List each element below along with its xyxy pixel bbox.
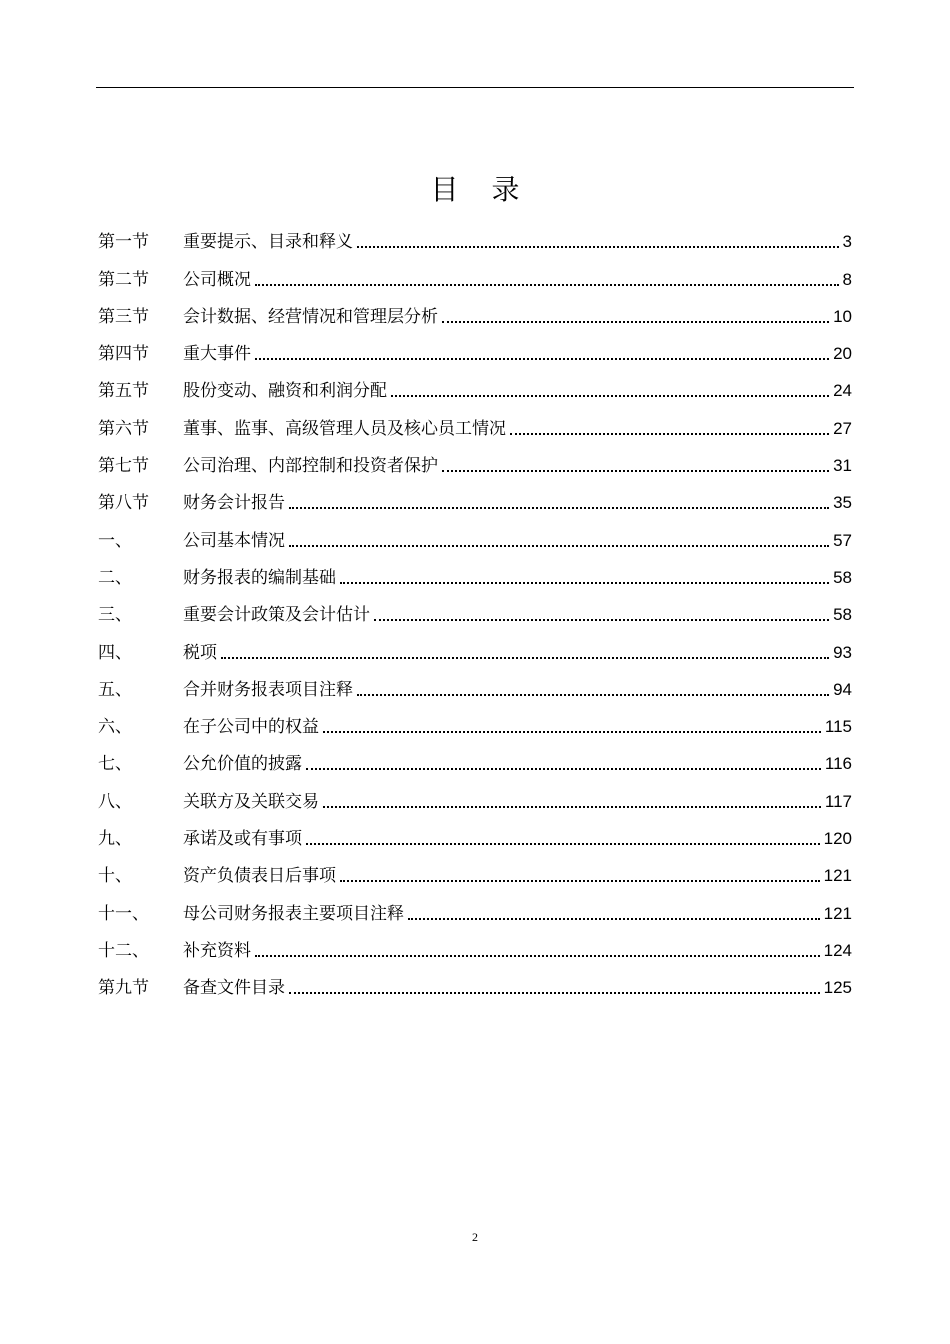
toc-dot-leader bbox=[289, 992, 820, 994]
toc-page-number: 8 bbox=[842, 269, 852, 289]
toc-page-number: 24 bbox=[833, 381, 852, 401]
toc-entry[interactable] bbox=[98, 589, 852, 626]
toc-page-number: 35 bbox=[833, 493, 852, 513]
toc-dot-leader bbox=[357, 246, 839, 248]
toc-page-number: 125 bbox=[823, 978, 852, 998]
header-rule bbox=[96, 87, 854, 88]
toc-section-label: 第二节 bbox=[98, 269, 149, 290]
toc-entry-title: 公司基本情况 bbox=[183, 530, 285, 551]
toc-dot-leader bbox=[510, 433, 829, 435]
toc-page-number: 124 bbox=[823, 940, 852, 960]
toc-entry[interactable] bbox=[98, 477, 852, 514]
toc-entry-title: 股份变动、融资和利润分配 bbox=[183, 381, 387, 402]
toc-entry-title: 合并财务报表项目注释 bbox=[183, 679, 353, 700]
toc-section-label: 第八节 bbox=[98, 493, 149, 514]
toc-entry-title: 公允价值的披露 bbox=[183, 754, 302, 775]
toc-entry[interactable] bbox=[98, 775, 852, 812]
toc-entry[interactable] bbox=[98, 216, 852, 253]
toc-dot-leader bbox=[374, 619, 829, 621]
toc-dot-leader bbox=[442, 321, 829, 323]
toc-page-number: 31 bbox=[833, 456, 852, 476]
toc-section-label: 五、 bbox=[98, 679, 132, 700]
toc-entry[interactable] bbox=[98, 850, 852, 887]
toc-section-label: 第七节 bbox=[98, 456, 149, 477]
toc-entry-title: 关联方及关联交易 bbox=[183, 791, 319, 812]
toc-dot-leader bbox=[306, 843, 820, 845]
toc-section-label: 十一、 bbox=[98, 903, 149, 924]
toc-section-label: 十、 bbox=[98, 866, 132, 887]
toc-dot-leader bbox=[357, 694, 829, 696]
toc-entry[interactable] bbox=[98, 664, 852, 701]
toc-dot-leader bbox=[306, 768, 821, 770]
toc-page-number: 27 bbox=[833, 418, 852, 438]
toc-page-number: 57 bbox=[833, 530, 852, 550]
toc-page-number: 3 bbox=[842, 232, 852, 252]
toc-page-number: 58 bbox=[833, 567, 852, 587]
toc-section-label: 第六节 bbox=[98, 418, 149, 439]
toc-page-number: 115 bbox=[824, 717, 852, 737]
toc-entry-title: 税项 bbox=[183, 642, 217, 663]
toc-section-label: 第四节 bbox=[98, 344, 149, 365]
toc-entry[interactable] bbox=[98, 291, 852, 328]
toc-entry-title: 重要会计政策及会计估计 bbox=[183, 605, 370, 626]
toc-section-label: 三、 bbox=[98, 605, 132, 626]
toc-entry[interactable] bbox=[98, 253, 852, 290]
toc-entry[interactable] bbox=[98, 626, 852, 663]
toc-section-label: 第一节 bbox=[98, 232, 149, 253]
toc-section-label: 九、 bbox=[98, 829, 132, 850]
toc-page-number: 121 bbox=[823, 903, 852, 923]
toc-entry-title: 财务会计报告 bbox=[183, 493, 285, 514]
toc-entry[interactable] bbox=[98, 440, 852, 477]
toc-list bbox=[98, 216, 852, 999]
toc-entry-title: 财务报表的编制基础 bbox=[183, 567, 336, 588]
toc-entry[interactable] bbox=[98, 328, 852, 365]
toc-entry-title: 会计数据、经营情况和管理层分析 bbox=[183, 306, 438, 327]
toc-entry[interactable] bbox=[98, 514, 852, 551]
toc-dot-leader bbox=[289, 545, 829, 547]
toc-dot-leader bbox=[442, 470, 829, 472]
toc-entry[interactable] bbox=[98, 813, 852, 850]
toc-page-number: 58 bbox=[833, 605, 852, 625]
toc-dot-leader bbox=[391, 395, 829, 397]
toc-title: 目 录 bbox=[430, 173, 532, 206]
toc-entry[interactable] bbox=[98, 552, 852, 589]
toc-entry[interactable] bbox=[98, 887, 852, 924]
toc-entry-title: 资产负债表日后事项 bbox=[183, 866, 336, 887]
toc-dot-leader bbox=[340, 880, 820, 882]
toc-section-label: 第三节 bbox=[98, 306, 149, 327]
toc-dot-leader bbox=[340, 582, 829, 584]
toc-dot-leader bbox=[408, 918, 820, 920]
toc-entry-title: 董事、监事、高级管理人员及核心员工情况 bbox=[183, 418, 506, 439]
toc-dot-leader bbox=[323, 806, 821, 808]
toc-dot-leader bbox=[255, 955, 820, 957]
toc-page-number: 93 bbox=[833, 642, 852, 662]
toc-page-number: 10 bbox=[833, 306, 852, 326]
toc-dot-leader bbox=[323, 731, 821, 733]
toc-entry-title: 母公司财务报表主要项目注释 bbox=[183, 903, 404, 924]
toc-dot-leader bbox=[221, 657, 829, 659]
toc-entry[interactable] bbox=[98, 365, 852, 402]
toc-section-label: 二、 bbox=[98, 567, 132, 588]
toc-entry-title: 承诺及或有事项 bbox=[183, 829, 302, 850]
toc-entry[interactable] bbox=[98, 962, 852, 999]
toc-page-number: 121 bbox=[823, 866, 852, 886]
toc-dot-leader bbox=[255, 358, 829, 360]
toc-section-label: 四、 bbox=[98, 642, 132, 663]
toc-section-label: 七、 bbox=[98, 754, 132, 775]
toc-page-number: 120 bbox=[823, 829, 852, 849]
toc-section-label: 六、 bbox=[98, 717, 132, 738]
toc-entry-title: 补充资料 bbox=[183, 940, 251, 961]
toc-entry[interactable] bbox=[98, 402, 852, 439]
page-number: 2 bbox=[472, 1230, 478, 1244]
toc-dot-leader bbox=[289, 507, 829, 509]
toc-section-label: 一、 bbox=[98, 530, 132, 551]
toc-section-label: 八、 bbox=[98, 791, 132, 812]
toc-entry[interactable] bbox=[98, 925, 852, 962]
toc-entry-title: 重大事件 bbox=[183, 344, 251, 365]
toc-page-number: 94 bbox=[833, 679, 852, 699]
toc-entry[interactable] bbox=[98, 738, 852, 775]
toc-page-number: 116 bbox=[824, 754, 852, 774]
toc-entry-title: 重要提示、目录和释义 bbox=[183, 232, 353, 253]
toc-entry[interactable] bbox=[98, 701, 852, 738]
toc-dot-leader bbox=[255, 284, 839, 286]
toc-section-label: 第五节 bbox=[98, 381, 149, 402]
toc-entry-title: 在子公司中的权益 bbox=[183, 717, 319, 738]
toc-page-number: 117 bbox=[824, 791, 852, 811]
toc-section-label: 十二、 bbox=[98, 940, 149, 961]
toc-entry-title: 公司概况 bbox=[183, 269, 251, 290]
toc-page-number: 20 bbox=[833, 344, 852, 364]
toc-entry-title: 公司治理、内部控制和投资者保护 bbox=[183, 456, 438, 477]
toc-section-label: 第九节 bbox=[98, 978, 149, 999]
toc-entry-title: 备查文件目录 bbox=[183, 978, 285, 999]
